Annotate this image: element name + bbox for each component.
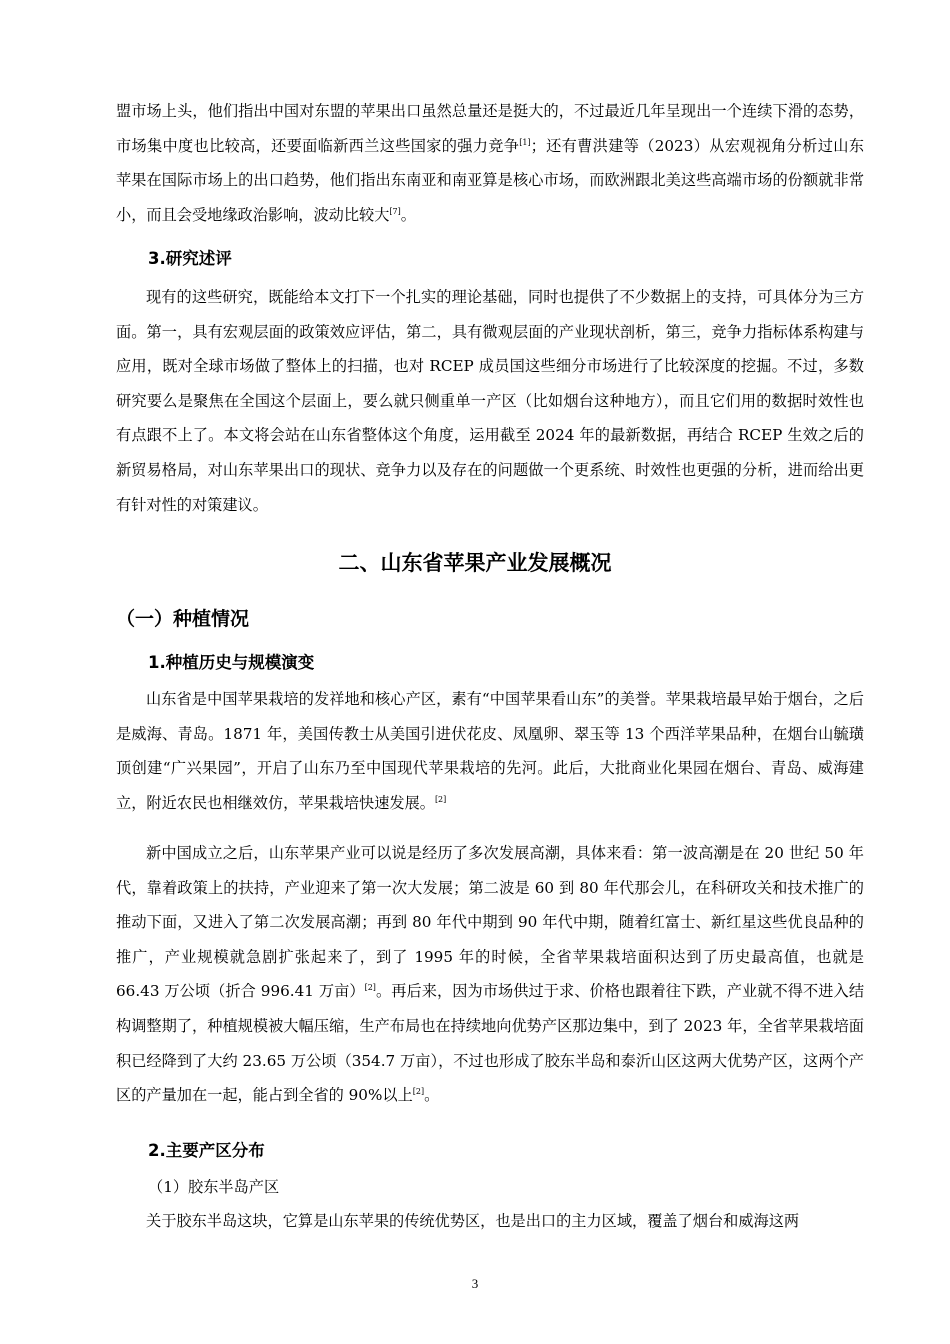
distribution-heading: 2.主要产区分布 <box>148 1141 265 1160</box>
intro-text-1: 盟市场上头，他们指出中国对东盟的苹果出口虽然总量还是挺大的，不过最近几年呈现出一个连续下滑的态势，市场集中度也比较高，还要面临新西兰这些国家的强力竞争 <box>116 102 864 155</box>
review-heading: 3.研究述评 <box>148 249 232 268</box>
review-paragraph: 现有的这些研究，既能给本文打下一个扎实的理论基础，同时也提供了不少数据上的支持，可具体分为三方面。第一，具有宏观层面的政策效应评估，第二，具有微观层面的产业现状剖析，第三，竞争力指标体系构建与应用，既对全球市场做了整体上的扫描，也对 RCEP 成员国这些细分市场进行了比较深度的挖掘。不过，多数研究要么是聚焦在全国这个层面上，要么就只侧重单一产区（比如烟台这种地方），而且它们用的数据时效性也有点跟不上了。本文将会站在山东省整体这个角度，运用截至 2024 年的最新数据，再结合 RCEP 生效之后的新贸易格局，对山东苹果出口的现状、竞争力以及存在的问题做一个更系统、时效性也更强的分析，进而给出更有针对性的对策建议。 <box>116 288 864 514</box>
intro-paragraph <box>116 94 864 232</box>
history-heading: 1.种植历史与规模演变 <box>148 653 315 672</box>
distribution-paragraph: 关于胶东半岛这块，它算是山东苹果的传统优势区，也是出口的主力区域，覆盖了烟台和威海这两 <box>146 1212 800 1230</box>
citation-ref: [2] <box>412 1087 425 1097</box>
history-paragraph-2 <box>116 836 864 1113</box>
history-text-1: 山东省是中国苹果栽培的发祥地和核心产区，素有“中国苹果看山东”的美誉。苹果栽培最早始于烟台，之后是威海、青岛。1871 年，美国传教士从美国引进伏花皮、凤凰卵、翠玉等 13 个西洋苹果品种，在烟台山毓璜顶创建“广兴果园”，开启了山东乃至中国现代苹果栽培的先河。此后，大批商业化果园在烟台、青岛、威海建立，附近农民也相继效仿，苹果栽培快速发展。 <box>116 690 864 812</box>
citation-ref: [7] <box>389 206 401 216</box>
citation-ref: [2] <box>434 794 447 804</box>
history-text-2a: 新中国成立之后，山东苹果产业可以说是经历了多次发展高潮，具体来看：第一波高潮是在 20 世纪 50 年代，靠着政策上的扶持，产业迎来了第一次大发展；第二波是 60 到 80 年代那会儿，在科研攻关和技术推广的推动下面，又进入了第二次发展高潮；再到 80 年代中期到 90 年代中期，随着红富士、新红星这些优良品种的推广，产业规模就急剧扩张起来了，到了 1995 年的时候，全省苹果栽培面积达到了历史最高值，也就是 66.43 万公顷（折合 996.41 万亩） <box>116 844 864 1001</box>
section-title: （一）种植情况 <box>116 608 250 630</box>
history-text-2b: 。再后来，因为市场供过于求、价格也跟着往下跌，产业就不得不进入结构调整期了，种植规模被大幅压缩，生产布局也在持续地向优势产区那边集中，到了 2023 年，全省苹果栽培面积已经降到了大约 23.65 万公顷（354.7 万亩），不过也形成了胶东半岛和泰沂山区这两大优势产区，这两个产区的产量加在一起，能占到全省的 90%以上 <box>116 982 865 1105</box>
citation-ref: [2] <box>364 983 376 993</box>
region-subheading: （1）胶东半岛产区 <box>148 1178 280 1196</box>
history-text-2c: 。 <box>424 1086 440 1105</box>
page-number: 3 <box>471 1276 479 1291</box>
citation-ref: [1] <box>519 137 531 147</box>
intro-text-2: ；还有曹洪建等（2023）从宏观视角分析过山东苹果在国际市场上的出口趋势，他们指出东南亚和南亚算是核心市场，而欧洲跟北美这些高端市场的份额就非常小，而且会受地缘政治影响，波动比较大 <box>116 136 865 224</box>
history-paragraph-1 <box>116 682 864 820</box>
intro-text-3: 。 <box>400 205 416 224</box>
chapter-title: 二、山东省苹果产业发展概况 <box>338 551 612 575</box>
